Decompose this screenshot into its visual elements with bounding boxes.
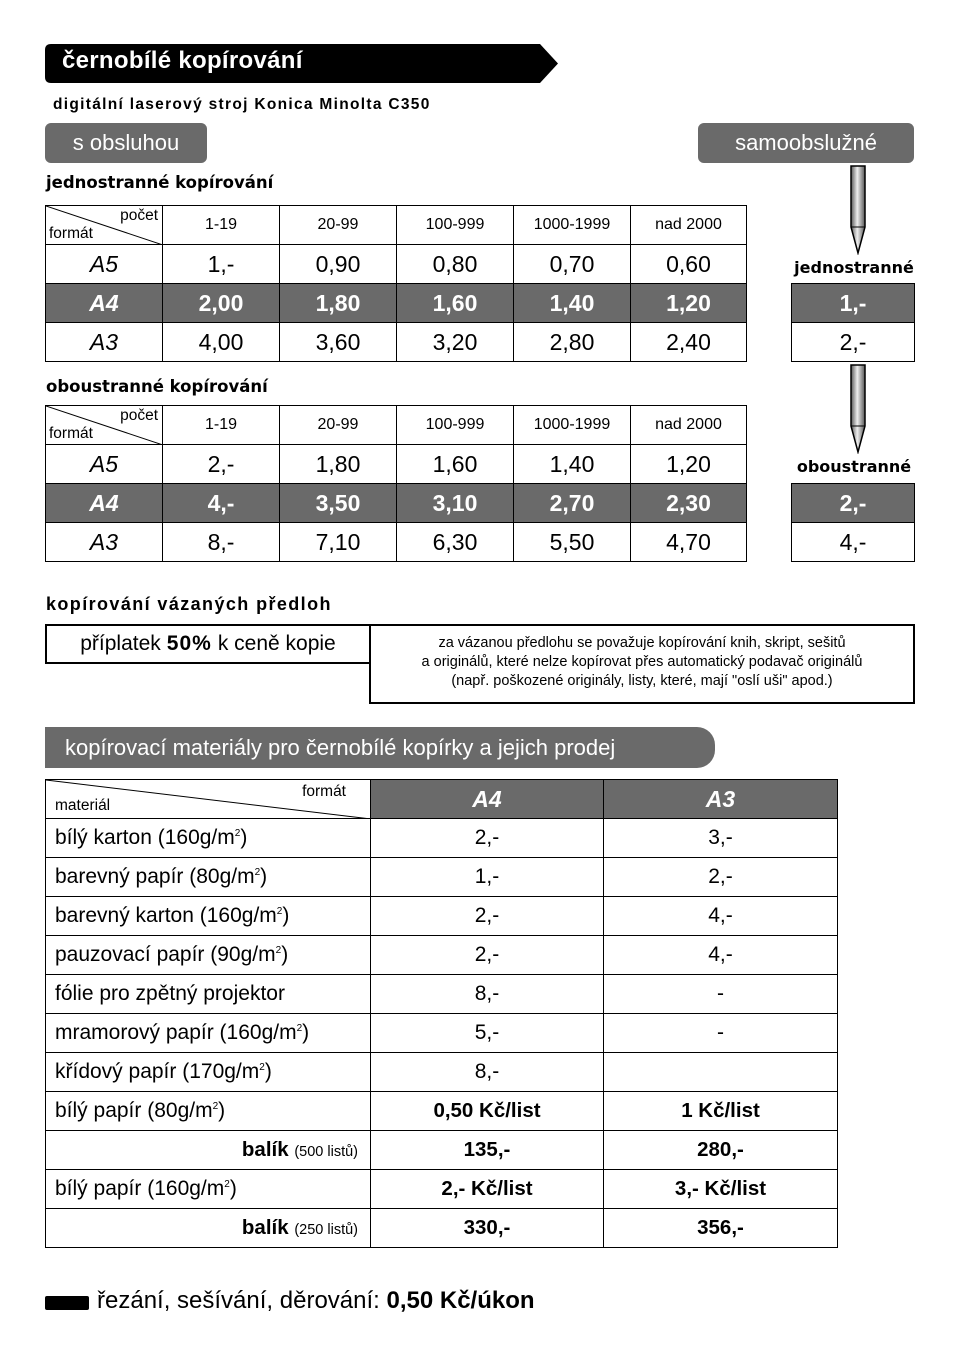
price-a4: 2,- xyxy=(371,936,604,975)
price-cell: 0,80 xyxy=(397,245,514,284)
self-single-sided-table xyxy=(791,283,915,362)
price-cell: 0,70 xyxy=(514,245,631,284)
pencil-arrow-icon xyxy=(845,364,871,454)
table-corner-header: formát materiál xyxy=(46,780,371,819)
format-cell: A3 xyxy=(46,523,163,562)
column-header-a3: A3 xyxy=(604,780,838,819)
self-double-sided-table xyxy=(791,483,915,562)
table-row xyxy=(46,445,747,484)
price-a3: 3,- xyxy=(604,819,838,858)
qty-column-header: 1000-1999 xyxy=(514,406,631,445)
bullet-bar-icon xyxy=(45,1296,89,1310)
price-cell: 1,60 xyxy=(397,284,514,323)
bound-originals-note xyxy=(369,624,915,704)
pack-price-a4: 135,- xyxy=(371,1131,604,1170)
qty-column-header: 1-19 xyxy=(163,406,280,445)
material-name: barevný papír $(80g/m^2)$ xyxy=(46,858,371,897)
finishing-label: řezání, sešívání, děrování: xyxy=(97,1287,380,1314)
price-a4: 8,- xyxy=(371,975,604,1014)
material-name: pauzovací papír $(90g/m^2)$ xyxy=(46,936,371,975)
page-title: černobílé kopírování xyxy=(62,47,303,74)
materials-title: kopírovací materiály pro černobílé kopírky a jejich prodej xyxy=(45,727,715,768)
pack-price-a3: 280,- xyxy=(604,1131,838,1170)
materials-table xyxy=(45,779,838,1248)
table-row xyxy=(46,1014,838,1053)
price-cell: 1,40 xyxy=(514,284,631,323)
qty-column-header: 100-999 xyxy=(397,206,514,245)
price-cell: 4,- xyxy=(792,523,915,562)
table-row xyxy=(46,245,747,284)
note-line: za vázanou předlohu se považuje kopírování knih, skript, sešitů xyxy=(438,635,846,651)
price-cell: 2,- xyxy=(792,323,915,362)
qty-column-header: nad 2000 xyxy=(631,406,747,445)
price-cell: 1,- xyxy=(792,284,915,323)
price-cell: 4,- xyxy=(163,484,280,523)
finishing-price: 0,50 Kč/úkon xyxy=(386,1287,535,1314)
format-cell: A3 xyxy=(46,323,163,362)
format-cell: A4 xyxy=(46,284,163,323)
table-row xyxy=(46,523,747,562)
pack-label: balík (250 listů) xyxy=(46,1209,371,1248)
price-cell: 7,10 xyxy=(280,523,397,562)
price-cell: 2,70 xyxy=(514,484,631,523)
table-corner-header: počet formát xyxy=(46,206,163,245)
table-row xyxy=(792,323,915,362)
price-cell: 3,50 xyxy=(280,484,397,523)
price-a4: 8,- xyxy=(371,1053,604,1092)
price-cell: 1,20 xyxy=(631,445,747,484)
table-row xyxy=(46,819,838,858)
table-row xyxy=(46,1092,838,1131)
table-row xyxy=(792,523,915,562)
price-a4: 2,- Kč/list xyxy=(371,1170,604,1209)
material-name: mramorový papír $(160g/m^2)$ xyxy=(46,1014,371,1053)
price-cell: 8,- xyxy=(163,523,280,562)
format-cell: A4 xyxy=(46,484,163,523)
price-a4: 1,- xyxy=(371,858,604,897)
price-cell: 0,90 xyxy=(280,245,397,284)
price-cell: 2,- xyxy=(792,484,915,523)
note-line: (např. poškozené originály, listy, které, mají "oslí uši" apod.) xyxy=(451,673,833,689)
qty-column-header: 1-19 xyxy=(163,206,280,245)
pack-label: balík (500 listů) xyxy=(46,1131,371,1170)
price-a3: 1 Kč/list xyxy=(604,1092,838,1131)
qty-column-header: 1000-1999 xyxy=(514,206,631,245)
table-row xyxy=(46,284,747,323)
price-a4: 2,- xyxy=(371,897,604,936)
price-cell: 2,40 xyxy=(631,323,747,362)
machine-subtitle: digitální laserový stroj Konica Minolta C350 xyxy=(53,96,431,113)
table-row xyxy=(792,484,915,523)
material-name: barevný karton $(160g/m^2)$ xyxy=(46,897,371,936)
table-corner-header: počet formát xyxy=(46,406,163,445)
price-cell: 2,80 xyxy=(514,323,631,362)
qty-column-header: 20-99 xyxy=(280,406,397,445)
price-cell: 1,60 xyxy=(397,445,514,484)
surcharge-percent: 50% xyxy=(166,632,212,655)
price-cell: 3,10 xyxy=(397,484,514,523)
price-cell: 1,20 xyxy=(631,284,747,323)
self-single-sided-label: jednostranné xyxy=(794,258,914,277)
format-cell: A5 xyxy=(46,445,163,484)
table-row xyxy=(46,1170,838,1209)
pack-price-a4: 330,- xyxy=(371,1209,604,1248)
qty-column-header: 20-99 xyxy=(280,206,397,245)
surcharge-post: k ceně kopie xyxy=(217,632,336,655)
price-a3: - xyxy=(604,1014,838,1053)
attended-service-label: s obsluhou xyxy=(45,123,207,163)
price-a3: 3,- Kč/list xyxy=(604,1170,838,1209)
price-a3: 2,- xyxy=(604,858,838,897)
price-cell: 6,30 xyxy=(397,523,514,562)
price-cell: 1,80 xyxy=(280,284,397,323)
surcharge-box xyxy=(45,624,371,664)
material-name: křídový papír $(170g/m^2)$ xyxy=(46,1053,371,1092)
double-sided-title: oboustranné kopírování xyxy=(46,377,268,396)
surcharge-pre: příplatek xyxy=(80,632,161,655)
material-name: fólie pro zpětný projektor xyxy=(46,975,371,1014)
double-sided-price-table xyxy=(45,405,747,562)
price-a4: 5,- xyxy=(371,1014,604,1053)
self-double-sided-label: oboustranné xyxy=(796,457,912,476)
price-cell: 4,70 xyxy=(631,523,747,562)
table-row xyxy=(46,858,838,897)
table-row xyxy=(46,323,747,362)
price-cell: 2,30 xyxy=(631,484,747,523)
price-a3: 4,- xyxy=(604,936,838,975)
material-name: bílý karton $(160g/m^2)$ xyxy=(46,819,371,858)
qty-column-header: 100-999 xyxy=(397,406,514,445)
table-row xyxy=(46,975,838,1014)
table-row xyxy=(46,936,838,975)
table-row xyxy=(46,1209,838,1248)
price-cell: 3,20 xyxy=(397,323,514,362)
qty-column-header: nad 2000 xyxy=(631,206,747,245)
price-cell: 2,00 xyxy=(163,284,280,323)
price-cell: 3,60 xyxy=(280,323,397,362)
column-header-a4: A4 xyxy=(371,780,604,819)
price-cell: 0,60 xyxy=(631,245,747,284)
single-sided-price-table xyxy=(45,205,747,362)
price-cell: 1,40 xyxy=(514,445,631,484)
self-service-label: samoobslužné xyxy=(698,123,914,163)
single-sided-title: jednostranné kopírování xyxy=(46,173,274,192)
price-a3: 4,- xyxy=(604,897,838,936)
price-a4: 2,- xyxy=(371,819,604,858)
bound-originals-title: kopírování vázaných předloh xyxy=(46,594,332,614)
price-cell: 2,- xyxy=(163,445,280,484)
material-name: bílý papír $(160g/m^2)$ xyxy=(46,1170,371,1209)
price-cell: 5,50 xyxy=(514,523,631,562)
price-cell: 1,- xyxy=(163,245,280,284)
format-cell: A5 xyxy=(46,245,163,284)
table-row xyxy=(46,1053,838,1092)
price-a4: 0,50 Kč/list xyxy=(371,1092,604,1131)
material-name: bílý papír $(80g/m^2)$ xyxy=(46,1092,371,1131)
price-a3 xyxy=(604,1053,838,1092)
price-cell: 4,00 xyxy=(163,323,280,362)
pencil-arrow-icon xyxy=(845,165,871,255)
price-cell: 1,80 xyxy=(280,445,397,484)
price-a3: - xyxy=(604,975,838,1014)
table-row xyxy=(46,897,838,936)
note-line: a originálů, které nelze kopírovat přes automatický podavač originálů xyxy=(421,654,863,670)
pack-price-a3: 356,- xyxy=(604,1209,838,1248)
finishing-services-note xyxy=(97,1287,535,1315)
table-row xyxy=(46,484,747,523)
table-row xyxy=(792,284,915,323)
table-row xyxy=(46,1131,838,1170)
